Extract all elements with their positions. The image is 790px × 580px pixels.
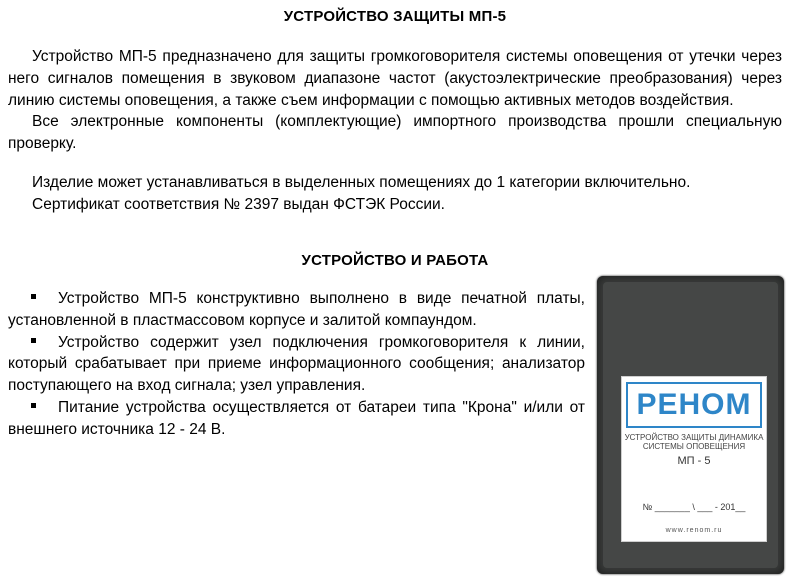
bullet-text: Устройство содержит узел подключения громкоговорителя к линии, который срабатывает при приеме информационного сообщения; анализатор поступающего на вход сигнала; узел управления. — [8, 333, 585, 395]
installation-paragraph: Изделие может устанавливаться в выделенных помещениях до 1 категории включительно. — [32, 174, 691, 191]
list-item — [8, 397, 585, 441]
label-model: МП - 5 — [677, 455, 711, 467]
bullet-icon — [31, 403, 36, 408]
operation-bullet-list — [8, 288, 585, 441]
device-label — [621, 376, 767, 542]
list-item — [8, 288, 585, 332]
bullet-icon — [31, 338, 36, 343]
section-title-device: УСТРОЙСТВО ЗАЩИТЫ МП-5 — [283, 8, 507, 25]
device-photo — [597, 276, 784, 574]
logo-text: РЕНОМ — [636, 388, 752, 421]
list-item — [8, 332, 585, 397]
label-description-line: УСТРОЙСТВО ЗАЩИТЫ ДИНАМИКА — [624, 433, 764, 442]
renom-logo — [626, 382, 762, 428]
description-paragraph: Устройство МП-5 предназначено для защиты громкоговорителя системы оповещения от утечки через него сигналов помещения в звуковом диапазоне частот (акустоэлектрические преобразования) через линию системы оповещения, а также съем информации с помощью активных методов воздействия. — [8, 48, 782, 109]
section-title-operation: УСТРОЙСТВО И РАБОТА — [301, 252, 489, 269]
label-description-line: СИСТЕМЫ ОПОВЕЩЕНИЯ — [642, 442, 746, 451]
bullet-text: Питание устройства осуществляется от батареи типа "Крона" и/или от внешнего источника 12 - 24 В. — [8, 398, 585, 438]
bullet-text: Устройство МП-5 конструктивно выполнено в виде печатной платы, установленной в пластмассовом корпусе и залитой компаундом. — [8, 290, 585, 329]
label-description — [622, 433, 766, 451]
label-serial: № _______ \ ___ - 201__ — [642, 502, 746, 512]
label-url: www.renom.ru — [665, 527, 723, 534]
certificate-paragraph: Сертификат соответствия № 2397 выдан ФСТЭК России. — [32, 196, 445, 213]
components-paragraph: Все электронные компоненты (комплектующие) импортного производства прошли специальную проверку. — [8, 113, 782, 152]
bullet-icon — [31, 294, 36, 299]
